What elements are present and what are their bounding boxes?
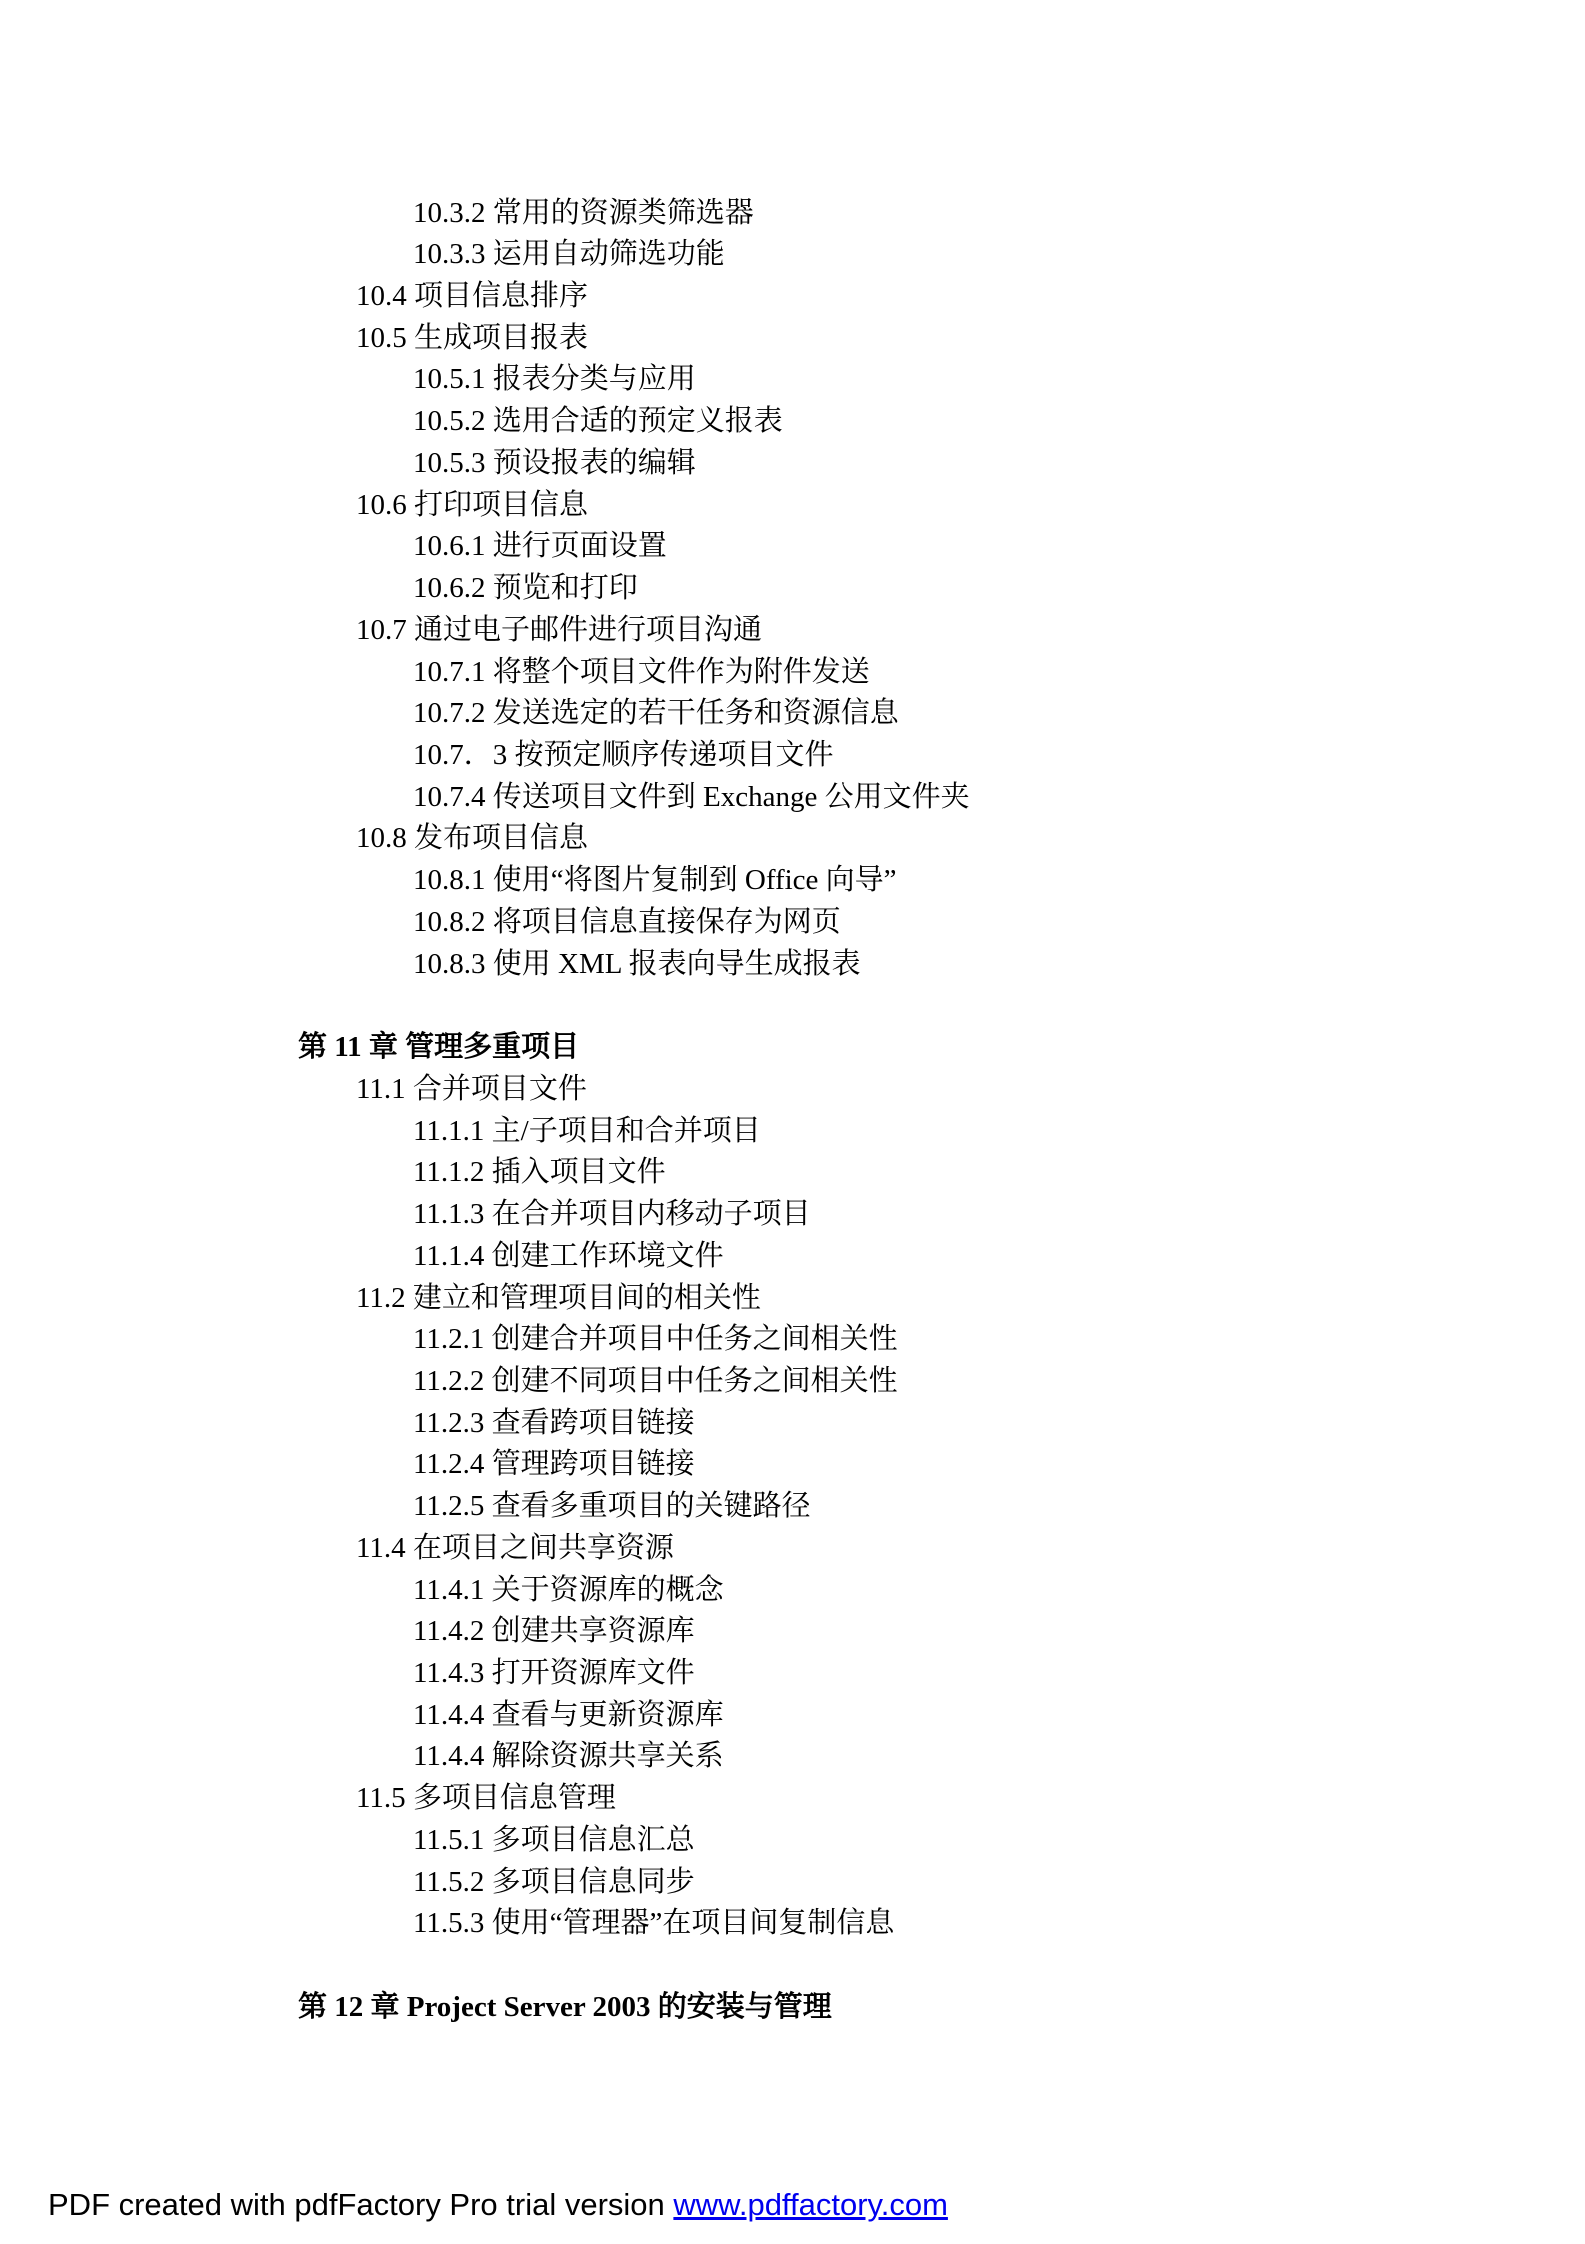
toc-entry-11-5-2: 11.5.2 多项目信息同步 — [413, 1866, 695, 1898]
toc-entry-10-7-2: 10.7.2 发送选定的若干任务和资源信息 — [413, 697, 899, 729]
toc-entry-11-1-3: 11.1.3 在合并项目内移动子项目 — [413, 1198, 811, 1230]
toc-entry-10-8-2: 10.8.2 将项目信息直接保存为网页 — [413, 906, 841, 938]
toc-entry-11-4-3: 11.4.3 打开资源库文件 — [413, 1657, 695, 1689]
toc-entry-10-7-1: 10.7.1 将整个项目文件作为附件发送 — [413, 656, 870, 688]
toc-entry-11-2: 11.2 建立和管理项目间的相关性 — [356, 1282, 761, 1314]
toc-entry-11-4-1: 11.4.1 关于资源库的概念 — [413, 1574, 724, 1606]
toc-entry-10-6: 10.6 打印项目信息 — [356, 489, 589, 521]
pdf-footer — [48, 2185, 948, 2225]
toc-entry-11-2-5: 11.2.5 查看多重项目的关键路径 — [413, 1490, 811, 1522]
toc-entry-10-5-3: 10.5.3 预设报表的编辑 — [413, 447, 696, 479]
toc-entry-11-2-3: 11.2.3 查看跨项目链接 — [413, 1407, 695, 1439]
toc-entry-11-1-1: 11.1.1 主/子项目和合并项目 — [413, 1115, 761, 1147]
toc-entry-10-4: 10.4 项目信息排序 — [356, 280, 589, 312]
toc-entry-11-5-1: 11.5.1 多项目信息汇总 — [413, 1824, 695, 1856]
toc-entry-10-3-2: 10.3.2 常用的资源类筛选器 — [413, 197, 754, 229]
toc-entry-11-5-3: 11.5.3 使用“管理器”在项目间复制信息 — [413, 1907, 895, 1939]
toc-entry-11-5: 11.5 多项目信息管理 — [356, 1782, 616, 1814]
toc-entry-11-2-1: 11.2.1 创建合并项目中任务之间相关性 — [413, 1323, 898, 1355]
toc-entry-11-2-2: 11.2.2 创建不同项目中任务之间相关性 — [413, 1365, 898, 1397]
toc-entry-10-5: 10.5 生成项目报表 — [356, 322, 589, 354]
chapter-heading-12: 第 12 章 Project Server 2003 的安装与管理 — [298, 1991, 832, 2023]
toc-entry-10-5-1: 10.5.1 报表分类与应用 — [413, 363, 696, 395]
toc-entry-10-8-3: 10.8.3 使用 XML 报表向导生成报表 — [413, 948, 861, 980]
toc-entry-11-1-2: 11.1.2 插入项目文件 — [413, 1156, 666, 1188]
toc-entry-10-6-1: 10.6.1 进行页面设置 — [413, 530, 667, 562]
toc-entry-11-2-4: 11.2.4 管理跨项目链接 — [413, 1448, 695, 1480]
footer-link[interactable]: www.pdffactory.com — [673, 2187, 948, 2222]
chapter-heading-11: 第 11 章 管理多重项目 — [298, 1031, 580, 1063]
toc-entry-11-4: 11.4 在项目之间共享资源 — [356, 1532, 674, 1564]
toc-entry-11-1-4: 11.1.4 创建工作环境文件 — [413, 1240, 724, 1272]
toc-entry-10-8-1: 10.8.1 使用“将图片复制到 Office 向导” — [413, 864, 897, 896]
toc-entry-11-4-4: 11.4.4 查看与更新资源库 — [413, 1699, 724, 1731]
toc-entry-11-1: 11.1 合并项目文件 — [356, 1073, 587, 1105]
footer-text: PDF created with pdfFactory Pro trial version — [48, 2187, 674, 2222]
toc-entry-10-7-3: 10.7．3 按预定顺序传递项目文件 — [413, 739, 834, 771]
toc-entry-10-8: 10.8 发布项目信息 — [356, 822, 589, 854]
toc-entry-10-6-2: 10.6.2 预览和打印 — [413, 572, 638, 604]
toc-entry-10-7: 10.7 通过电子邮件进行项目沟通 — [356, 614, 763, 646]
toc-entry-10-3-3: 10.3.3 运用自动筛选功能 — [413, 238, 725, 270]
toc-entry-10-7-4: 10.7.4 传送项目文件到 Exchange 公用文件夹 — [413, 781, 970, 813]
toc-entry-11-4-4b: 11.4.4 解除资源共享关系 — [413, 1740, 724, 1772]
toc-entry-11-4-2: 11.4.2 创建共享资源库 — [413, 1615, 695, 1647]
toc-entry-10-5-2: 10.5.2 选用合适的预定义报表 — [413, 405, 783, 437]
